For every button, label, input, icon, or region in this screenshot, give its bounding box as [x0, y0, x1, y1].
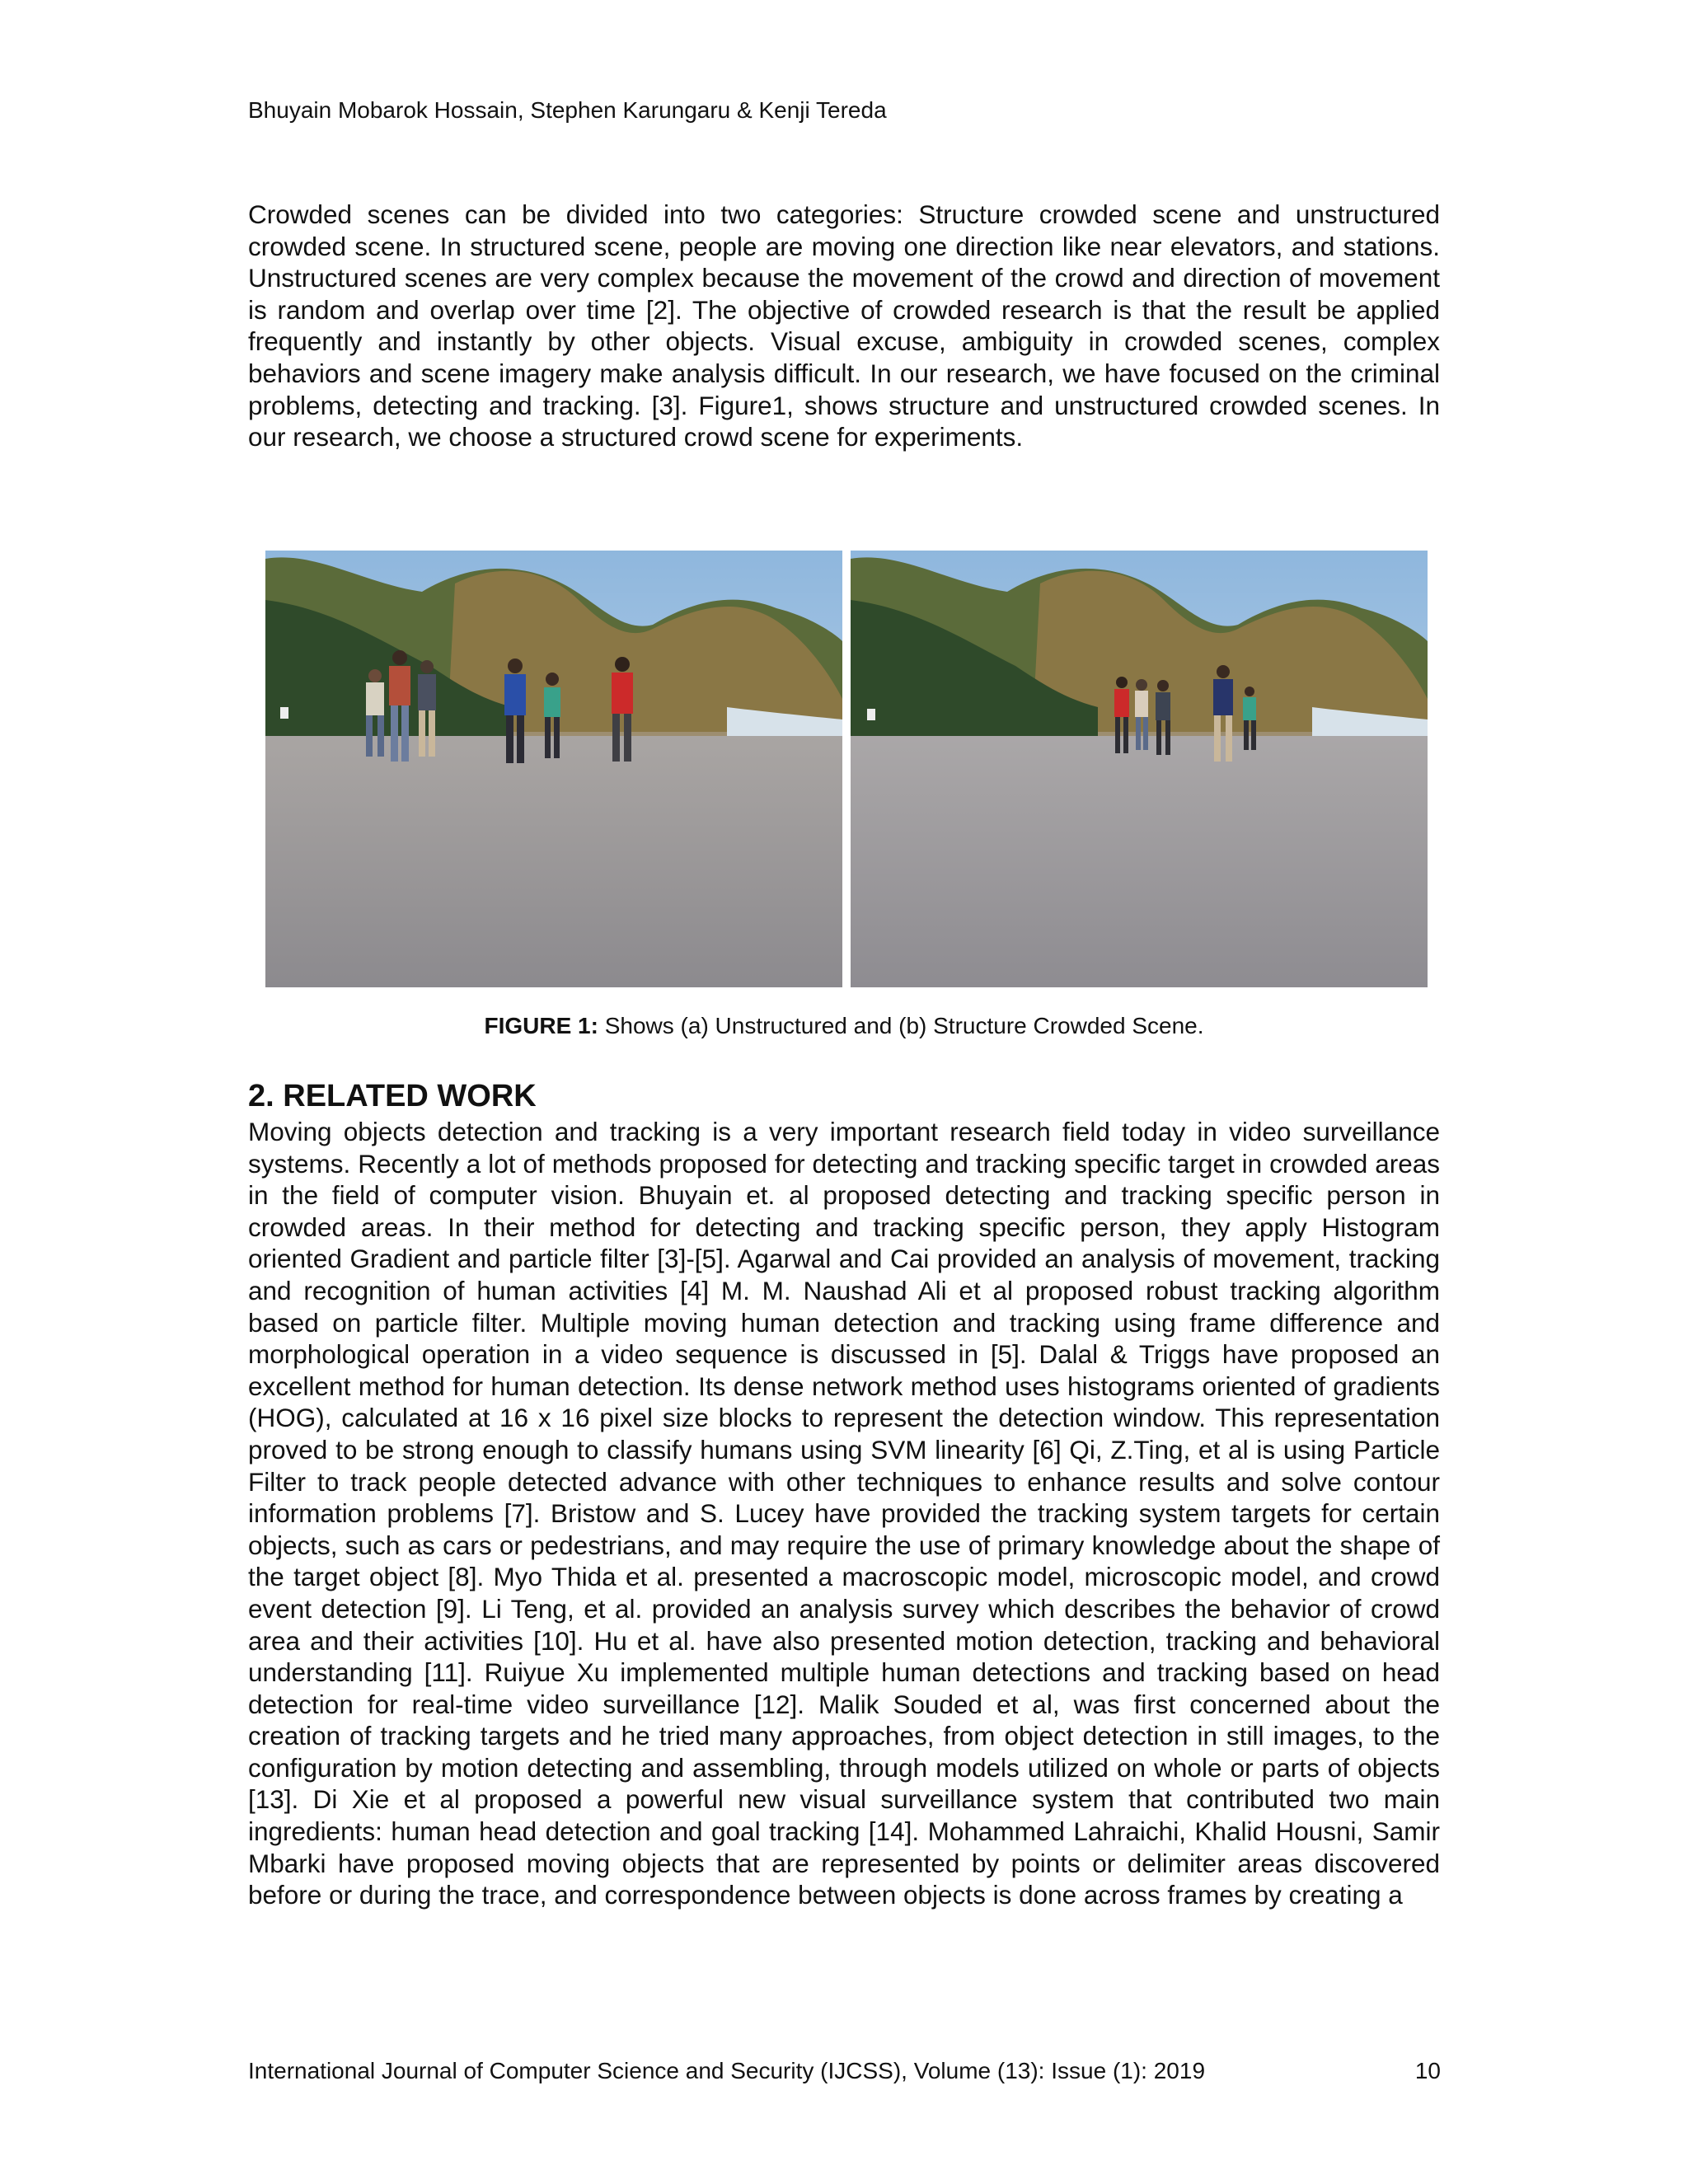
intro-paragraph: Crowded scenes can be divided into two categories: Structure crowded scene and unstructured crowded scene. In structured scene, people are moving one direction like near elevators, and stations. Unstructured scenes are very complex because the movement of the crowd and direction of movement is random and overlap over time [2]. The objective of crowded research is that the result be applied frequently and instantly by other objects. Visual excuse, ambiguity in crowded scenes, complex behaviors and scene imagery make analysis difficult. In our research, we have focused on the criminal problems, detecting and tracking. [3]. Figure1, shows structure and unstructured crowded scenes. In our research, we choose a structured crowd scene for experiments. — [248, 199, 1440, 452]
journal-footer: International Journal of Computer Science and Security (IJCSS), Volume (13): Issue (1): 2019 — [248, 2058, 1206, 2083]
figure-caption-text: Shows (a) Unstructured and (b) Structure Crowded Scene. — [604, 1013, 1204, 1038]
photo-structured-crowd — [851, 551, 1428, 987]
section-heading: 2. RELATED WORK — [248, 1079, 537, 1113]
related-work-paragraph: Moving objects detection and tracking is a very important research field today in video surveillance systems. Recently a lot of methods proposed for detecting and tracking specific target in crowded areas in the field of computer vision. Bhuyain et. al proposed detecting and tracking specific person in crowded areas. In their method for detecting and tracking specific person, they apply Histogram oriented Gradient and particle filter [3]-[5]. Agarwal and Cai provided an analysis of movement, tracking and recognition of human activities [4] M. M. Naushad Ali et al proposed robust tracking algorithm based on particle filter. Multiple moving human detection and tracking using frame difference and morphological operation in a video sequence is discussed in [5]. Dalal & Triggs have proposed an excellent method for human detection. Its dense network method uses histograms oriented of gradients (HOG), calculated at 16 x 16 pixel size blocks to represent the detection window. This representation proved to be strong enough to classify humans using SVM linearity [6] Qi, Z.Ting, et al is using Particle Filter to track people detected advance with other techniques to enhance results and solve contour information problems [7]. Bristow and S. Lucey have provided the tracking system targets for certain objects, such as cars or pedestrians, and may require the use of primary knowledge about the shape of the target object [8]. Myo Thida et al. presented a macroscopic model, microscopic model, and crowd event detection [9]. Li Teng, et al. provided an analysis survey which describes the behavior of crowd area and their activities [10]. Hu et al. have also presented motion detection, tracking and behavioral understanding [11]. Ruiyue Xu implemented multiple human detections and tracking based on head detection for real-time video surveillance [12]. Malik Souded et al, was first concerned about the creation of tracking targets and he tried many approaches, from object detection in still images, to the configuration by motion detecting and assembling, through models utilized on whole or parts of objects [13]. Di Xie et al proposed a powerful new visual surveillance system that contributed two main ingredients: human head detection and goal tracking [14]. Mohammed Lahraichi, Khalid Housni, Samir Mbarki have proposed moving objects that are represented by points or delimiter areas discovered before or during the trace, and correspondence between objects is done across frames by creating a — [248, 1117, 1440, 1910]
figure-1 — [265, 551, 1424, 987]
figure-caption — [0, 1013, 1688, 1039]
page-number: 10 — [1414, 2058, 1441, 2083]
photo-unstructured-crowd — [265, 551, 842, 987]
figure-label: FIGURE 1: — [484, 1013, 598, 1038]
running-header-authors: Bhuyain Mobarok Hossain, Stephen Karungaru & Kenji Tereda — [248, 97, 887, 123]
